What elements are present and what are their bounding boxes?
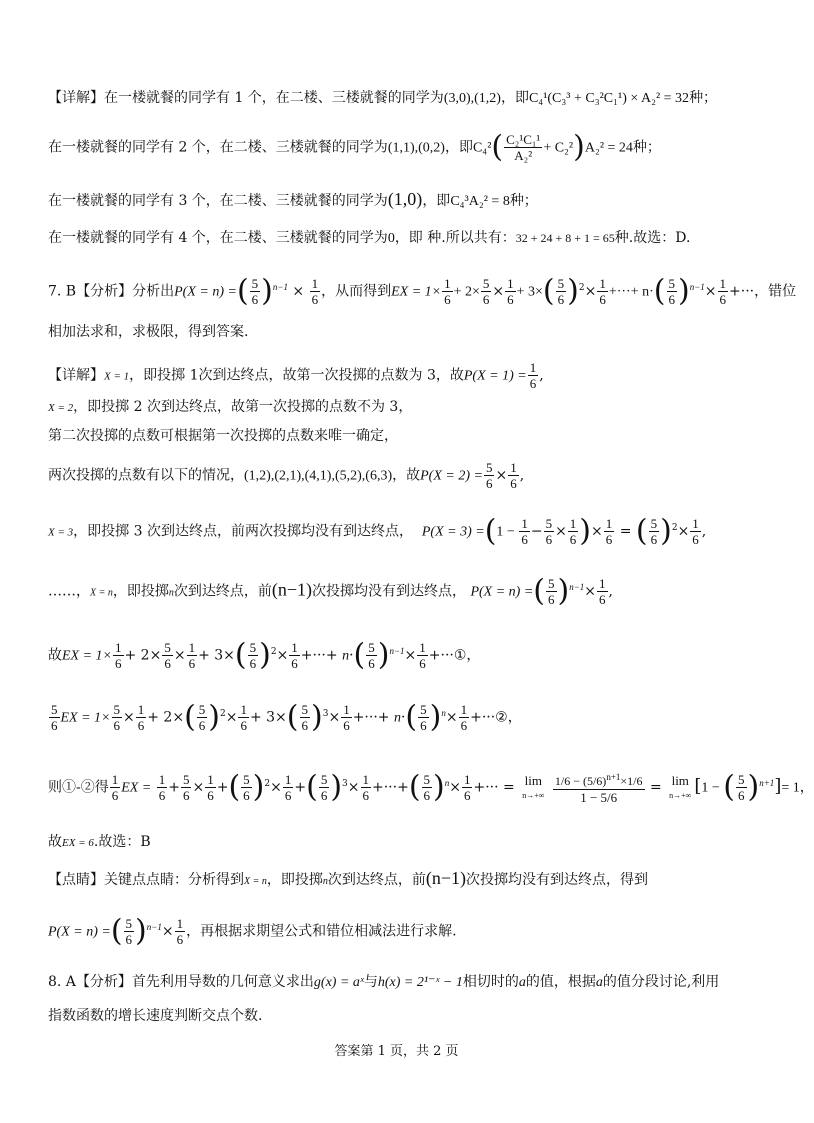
page-footer: 答案第 1 页，共 2 页 [334,1044,459,1059]
text: 种.故选：D. [614,230,691,246]
text: 种； [689,90,718,106]
q8-analysis-line-2: 指数函数的增长速度判断交点个数. [48,1008,263,1024]
detail-line-10: 两次投掷的点数有以下的情况，(1,2),(2,1),(4,1),(5,2),(6,3)，故P(X = 2) = $\frac{5}{6}$ × $\frac{1}{6}$ , [48,460,525,491]
formula: A₂² = 24 [584,140,633,156]
formula: 0 [387,231,395,246]
formula: C₄³A₂² = 8 [450,194,510,209]
q7-analysis-line-2: 相加法求和，求极限，得到答案. [48,324,249,340]
text: 在一楼就餐的同学有 2 个，在二楼、三楼就餐的同学为 [48,139,388,156]
formula: C₄¹(C₃³ + C₃²C₁¹) × A₂² = 32 [528,91,690,106]
solution-line-2: 在一楼就餐的同学有 2 个，在二楼、三楼就餐的同学为(1,1),(0,2)，即C₄²( $\frac{\text{C₂¹C₁¹}}{\text{A₂²}}$ + C₂²)A₂² = 24种； [48,129,661,165]
detail-x2: X = 2，即投掷 2 次到达终点，故第一次投掷的点数不为 3， [48,399,413,415]
solution-line-4 [48,228,690,249]
solution-line-3 [48,189,538,212]
formula: P(X = n) = [174,284,237,300]
detail-line-9: 第二次投掷的点数可根据第一次投掷的点数来唯一确定， [48,428,398,444]
text: ，即投掷 1次到达终点，故第一次投掷的点数为 3，故 [129,367,464,384]
equation-2: $\frac{5}{6}$ EX = 1× $\frac{5}{6}$ × $\frac{1}{6}$ + 2×( $\frac{5}{6}$ )$^2$× $\frac{1}{6}$ + 3×( $\frac{5}{6}$ )$^3$× $\frac{1}{6}$ +···+ n·( $\frac{5}{6}$ )$^n$× $\frac{1}{6}$ +···②， [51,699,522,735]
q8-analysis-line: 8. A【分析】首先利用导数的几何意义求出g(x) = aˣ与h(x) = 2¹⁻ˣ − 1相切时的a的值，根据a的值分段讨论,利用 [48,974,720,990]
formula: (1,0) [387,189,423,209]
detail-xn: ……，X = n，即投掷n次到达终点，前(n−1)次投掷均没有到达终点， P(X = n) =( $\frac{5}{6}$ )$^{n-1}$× $\frac{1}{6}$ , [48,573,613,609]
text: 【详解】在一楼就餐的同学有 1 个，在二楼、三楼就餐的同学为 [48,90,444,106]
detail-x1: 【详解】X = 1，即投掷 1次到达终点，故第一次投掷的点数为 3，故P(X = 1) = $\frac{1}{6}$ , [48,360,544,391]
key-point-line: 【点睛】关键点点睛：分析得到X = n，即投掷n次到达终点，前(n−1)次投掷均没有到达终点，得到 [48,868,648,888]
equation-difference: 则①-②得 $\frac{1}{6}$ EX = $\frac{1}{6}$ + $\frac{5}{6}$ × $\frac{1}{6}$ +( $\frac{5}{6}$ )$^2$× $\frac{1}{6}$ +( $\frac{5}{6}$ )$^3$× $\frac{1}{6}$ +···+( $\frac{5}{6}$ )$^n$× $\frac{1}{6}$ +··· = lim n→+∞ $\frac{1/6 - (5/6)^{n+1}\times 1/6}{1 - 5/6}$ = lim n→+∞ [1 − ( $\frac{5}{6}$ )$^{n+1}$]= 1， [48,769,814,805]
fraction: $\frac{\text{C₂¹C₁¹}}{\text{A₂²}}$ [506,132,541,163]
text: ，即 种.所以共有： [394,230,516,246]
formula: C₄² [472,140,492,156]
text: 在一楼就餐的同学有 3 个，在二楼、三楼就餐的同学为 [48,193,388,209]
q7-analysis-line: 7. B【分析】分析出P(X = n) =( $\frac{5}{6}$ )$^{n-1}$ × $\frac{1}{6}$ ，从而得到EX = 1× $\frac{1}{6}$ + 2× $\frac{5}{6}$ × $\frac{1}{6}$ + 3×( $\frac{5}{6}$ )$^2$× $\frac{1}{6}$ +···+ n·( $\frac{5}{6}$ )$^{n-1}$× $\frac{1}{6}$ +···，错位 [48,273,797,309]
formula: (3,0),(1,2) [443,91,501,106]
formula: 32 + 24 + 8 + 1 = 65 [515,231,615,245]
text: 7. B【分析】分析出 [48,283,175,300]
formula: (1,1),(0,2) [387,140,445,156]
text: ，即 [444,139,473,156]
detail-conclusion: 故EX = 6.故选：B [48,834,151,850]
equation-1: 故EX = 1× $\frac{1}{6}$ + 2× $\frac{5}{6}$ × $\frac{1}{6}$ + 3×( $\frac{5}{6}$ )$^2$× $\frac{1}{6}$ +···+ n·( $\frac{5}{6}$ )$^{n-1}$× $\frac{1}{6}$ +···①， [48,637,481,673]
detail-x3: X = 3，即投掷 3 次到达终点，前两次投掷均没有到达终点， P(X = 3) =(1 − $\frac{1}{6}$ − $\frac{5}{6}$ × $\frac{1}{6}$ )× $\frac{1}{6}$ = ( $\frac{5}{6}$ )$^2$× $\frac{1}{6}$ , [48,513,707,549]
text: 在一楼就餐的同学有 4 个，在二楼、三楼就餐的同学为 [48,230,388,246]
solution-line-1 [48,88,717,109]
text: 种； [632,139,661,156]
text: 从而得到 [335,283,392,300]
text: ，即 [500,90,529,106]
text: +···，错位 [729,283,797,300]
formula: + C₂² [543,140,574,156]
text: 种； [509,193,538,209]
key-point-line-2: P(X = n) =( $\frac{5}{6}$ )$^{n-1}$× $\frac{1}{6}$ ，再根据求期望公式和错位相减法进行求解. [48,913,457,949]
text: 【详解】 [48,367,104,384]
text: ，即 [422,193,451,209]
text: ，即投掷 2 次到达终点，故第一次投掷的点数不为 3， [73,399,413,415]
